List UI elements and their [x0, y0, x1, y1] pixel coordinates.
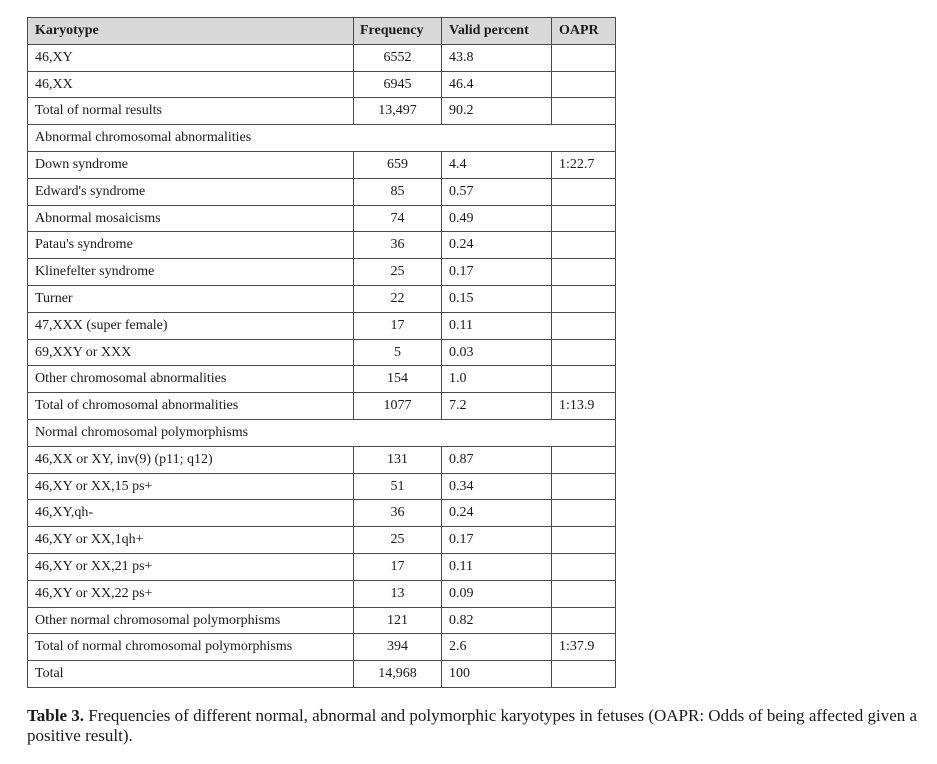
karyotype-cell: 46,XY — [28, 44, 354, 71]
karyotype-cell: 46,XX or XY, inv(9) (p11; q12) — [28, 446, 354, 473]
header-oapr: OAPR — [552, 18, 616, 45]
valid-percent-cell: 0.57 — [442, 178, 552, 205]
frequency-cell: 17 — [354, 312, 442, 339]
valid-percent-cell: 0.87 — [442, 446, 552, 473]
frequency-cell: 154 — [354, 366, 442, 393]
karyotype-cell: Other normal chromosomal polymorphisms — [28, 607, 354, 634]
karyotype-cell: 46,XY,qh- — [28, 500, 354, 527]
oapr-cell — [552, 312, 616, 339]
karyotype-cell: 46,XY or XX,22 ps+ — [28, 580, 354, 607]
valid-percent-cell: 4.4 — [442, 151, 552, 178]
table-row — [28, 151, 616, 178]
karyotype-frequency-table — [27, 17, 616, 688]
header-valid-percent: Valid percent — [442, 18, 552, 45]
frequency-cell: 394 — [354, 634, 442, 661]
karyotype-cell: Total of normal chromosomal polymorphisms — [28, 634, 354, 661]
valid-percent-cell: 0.17 — [442, 259, 552, 286]
frequency-cell: 36 — [354, 232, 442, 259]
table-row — [28, 580, 616, 607]
oapr-cell — [552, 259, 616, 286]
valid-percent-cell: 0.24 — [442, 500, 552, 527]
frequency-cell: 17 — [354, 553, 442, 580]
valid-percent-cell: 0.49 — [442, 205, 552, 232]
frequency-cell: 6945 — [354, 71, 442, 98]
oapr-cell — [552, 44, 616, 71]
frequency-cell: 5 — [354, 339, 442, 366]
oapr-cell — [552, 98, 616, 125]
table-row — [28, 259, 616, 286]
frequency-cell: 6552 — [354, 44, 442, 71]
table-row — [28, 553, 616, 580]
frequency-cell: 13,497 — [354, 98, 442, 125]
table-row — [28, 393, 616, 420]
karyotype-cell: 46,XY or XX,21 ps+ — [28, 553, 354, 580]
section-header-row — [28, 125, 616, 152]
table-caption — [27, 706, 922, 746]
valid-percent-cell: 90.2 — [442, 98, 552, 125]
valid-percent-cell: 0.82 — [442, 607, 552, 634]
table-row — [28, 607, 616, 634]
karyotype-cell: Klinefelter syndrome — [28, 259, 354, 286]
table-row — [28, 178, 616, 205]
frequency-cell: 74 — [354, 205, 442, 232]
karyotype-cell: Total of chromosomal abnormalities — [28, 393, 354, 420]
valid-percent-cell: 0.11 — [442, 312, 552, 339]
karyotype-cell: Patau's syndrome — [28, 232, 354, 259]
oapr-cell: 1:13.9 — [552, 393, 616, 420]
table-row — [28, 473, 616, 500]
valid-percent-cell: 1.0 — [442, 366, 552, 393]
karyotype-cell: Total of normal results — [28, 98, 354, 125]
table-row — [28, 205, 616, 232]
oapr-cell — [552, 607, 616, 634]
table-row — [28, 71, 616, 98]
table-row — [28, 44, 616, 71]
header-karyotype: Karyotype — [28, 18, 354, 45]
frequency-cell: 13 — [354, 580, 442, 607]
table-row — [28, 527, 616, 554]
oapr-cell — [552, 473, 616, 500]
oapr-cell: 1:22.7 — [552, 151, 616, 178]
oapr-cell — [552, 339, 616, 366]
table-row — [28, 232, 616, 259]
karyotype-cell: Edward's syndrome — [28, 178, 354, 205]
frequency-cell: 25 — [354, 527, 442, 554]
karyotype-cell: 46,XY or XX,15 ps+ — [28, 473, 354, 500]
frequency-cell: 25 — [354, 259, 442, 286]
oapr-cell — [552, 580, 616, 607]
valid-percent-cell: 7.2 — [442, 393, 552, 420]
table-header-row — [28, 18, 616, 45]
karyotype-cell: Down syndrome — [28, 151, 354, 178]
valid-percent-cell: 0.17 — [442, 527, 552, 554]
oapr-cell — [552, 178, 616, 205]
table-row — [28, 500, 616, 527]
frequency-cell: 85 — [354, 178, 442, 205]
oapr-cell — [552, 446, 616, 473]
karyotype-cell: 47,XXX (super female) — [28, 312, 354, 339]
table-row — [28, 339, 616, 366]
valid-percent-cell: 0.34 — [442, 473, 552, 500]
table-row — [28, 285, 616, 312]
valid-percent-cell: 46.4 — [442, 71, 552, 98]
karyotype-cell: Total — [28, 661, 354, 688]
section-label: Normal chromosomal polymorphisms — [28, 419, 616, 446]
frequency-cell: 1077 — [354, 393, 442, 420]
frequency-cell: 22 — [354, 285, 442, 312]
table-row — [28, 98, 616, 125]
oapr-cell — [552, 553, 616, 580]
table-row — [28, 366, 616, 393]
section-label: Abnormal chromosomal abnormalities — [28, 125, 616, 152]
table-row — [28, 661, 616, 688]
frequency-cell: 121 — [354, 607, 442, 634]
karyotype-cell: Abnormal mosaicisms — [28, 205, 354, 232]
karyotype-cell: 46,XY or XX,1qh+ — [28, 527, 354, 554]
oapr-cell — [552, 205, 616, 232]
valid-percent-cell: 0.03 — [442, 339, 552, 366]
table-row — [28, 312, 616, 339]
section-header-row — [28, 419, 616, 446]
oapr-cell — [552, 366, 616, 393]
oapr-cell — [552, 661, 616, 688]
frequency-cell: 36 — [354, 500, 442, 527]
caption-label: Table 3. — [27, 706, 85, 725]
karyotype-cell: 69,XXY or XXX — [28, 339, 354, 366]
valid-percent-cell: 43.8 — [442, 44, 552, 71]
table-body — [28, 44, 616, 687]
frequency-cell: 51 — [354, 473, 442, 500]
valid-percent-cell: 2.6 — [442, 634, 552, 661]
valid-percent-cell: 0.11 — [442, 553, 552, 580]
table-row — [28, 446, 616, 473]
valid-percent-cell: 0.15 — [442, 285, 552, 312]
oapr-cell — [552, 232, 616, 259]
valid-percent-cell: 0.24 — [442, 232, 552, 259]
oapr-cell — [552, 285, 616, 312]
frequency-cell: 659 — [354, 151, 442, 178]
caption-text: Frequencies of different normal, abnormal and polymorphic karyotypes in fetuses (OAPR: Odds of being affected given a positive result). — [27, 706, 918, 745]
valid-percent-cell: 0.09 — [442, 580, 552, 607]
oapr-cell — [552, 500, 616, 527]
frequency-cell: 14,968 — [354, 661, 442, 688]
oapr-cell — [552, 71, 616, 98]
karyotype-cell: Turner — [28, 285, 354, 312]
karyotype-cell: Other chromosomal abnormalities — [28, 366, 354, 393]
karyotype-cell: 46,XX — [28, 71, 354, 98]
oapr-cell — [552, 527, 616, 554]
header-frequency: Frequency — [354, 18, 442, 45]
table-row — [28, 634, 616, 661]
frequency-cell: 131 — [354, 446, 442, 473]
oapr-cell: 1:37.9 — [552, 634, 616, 661]
valid-percent-cell: 100 — [442, 661, 552, 688]
karyotype-table-container — [27, 17, 616, 688]
